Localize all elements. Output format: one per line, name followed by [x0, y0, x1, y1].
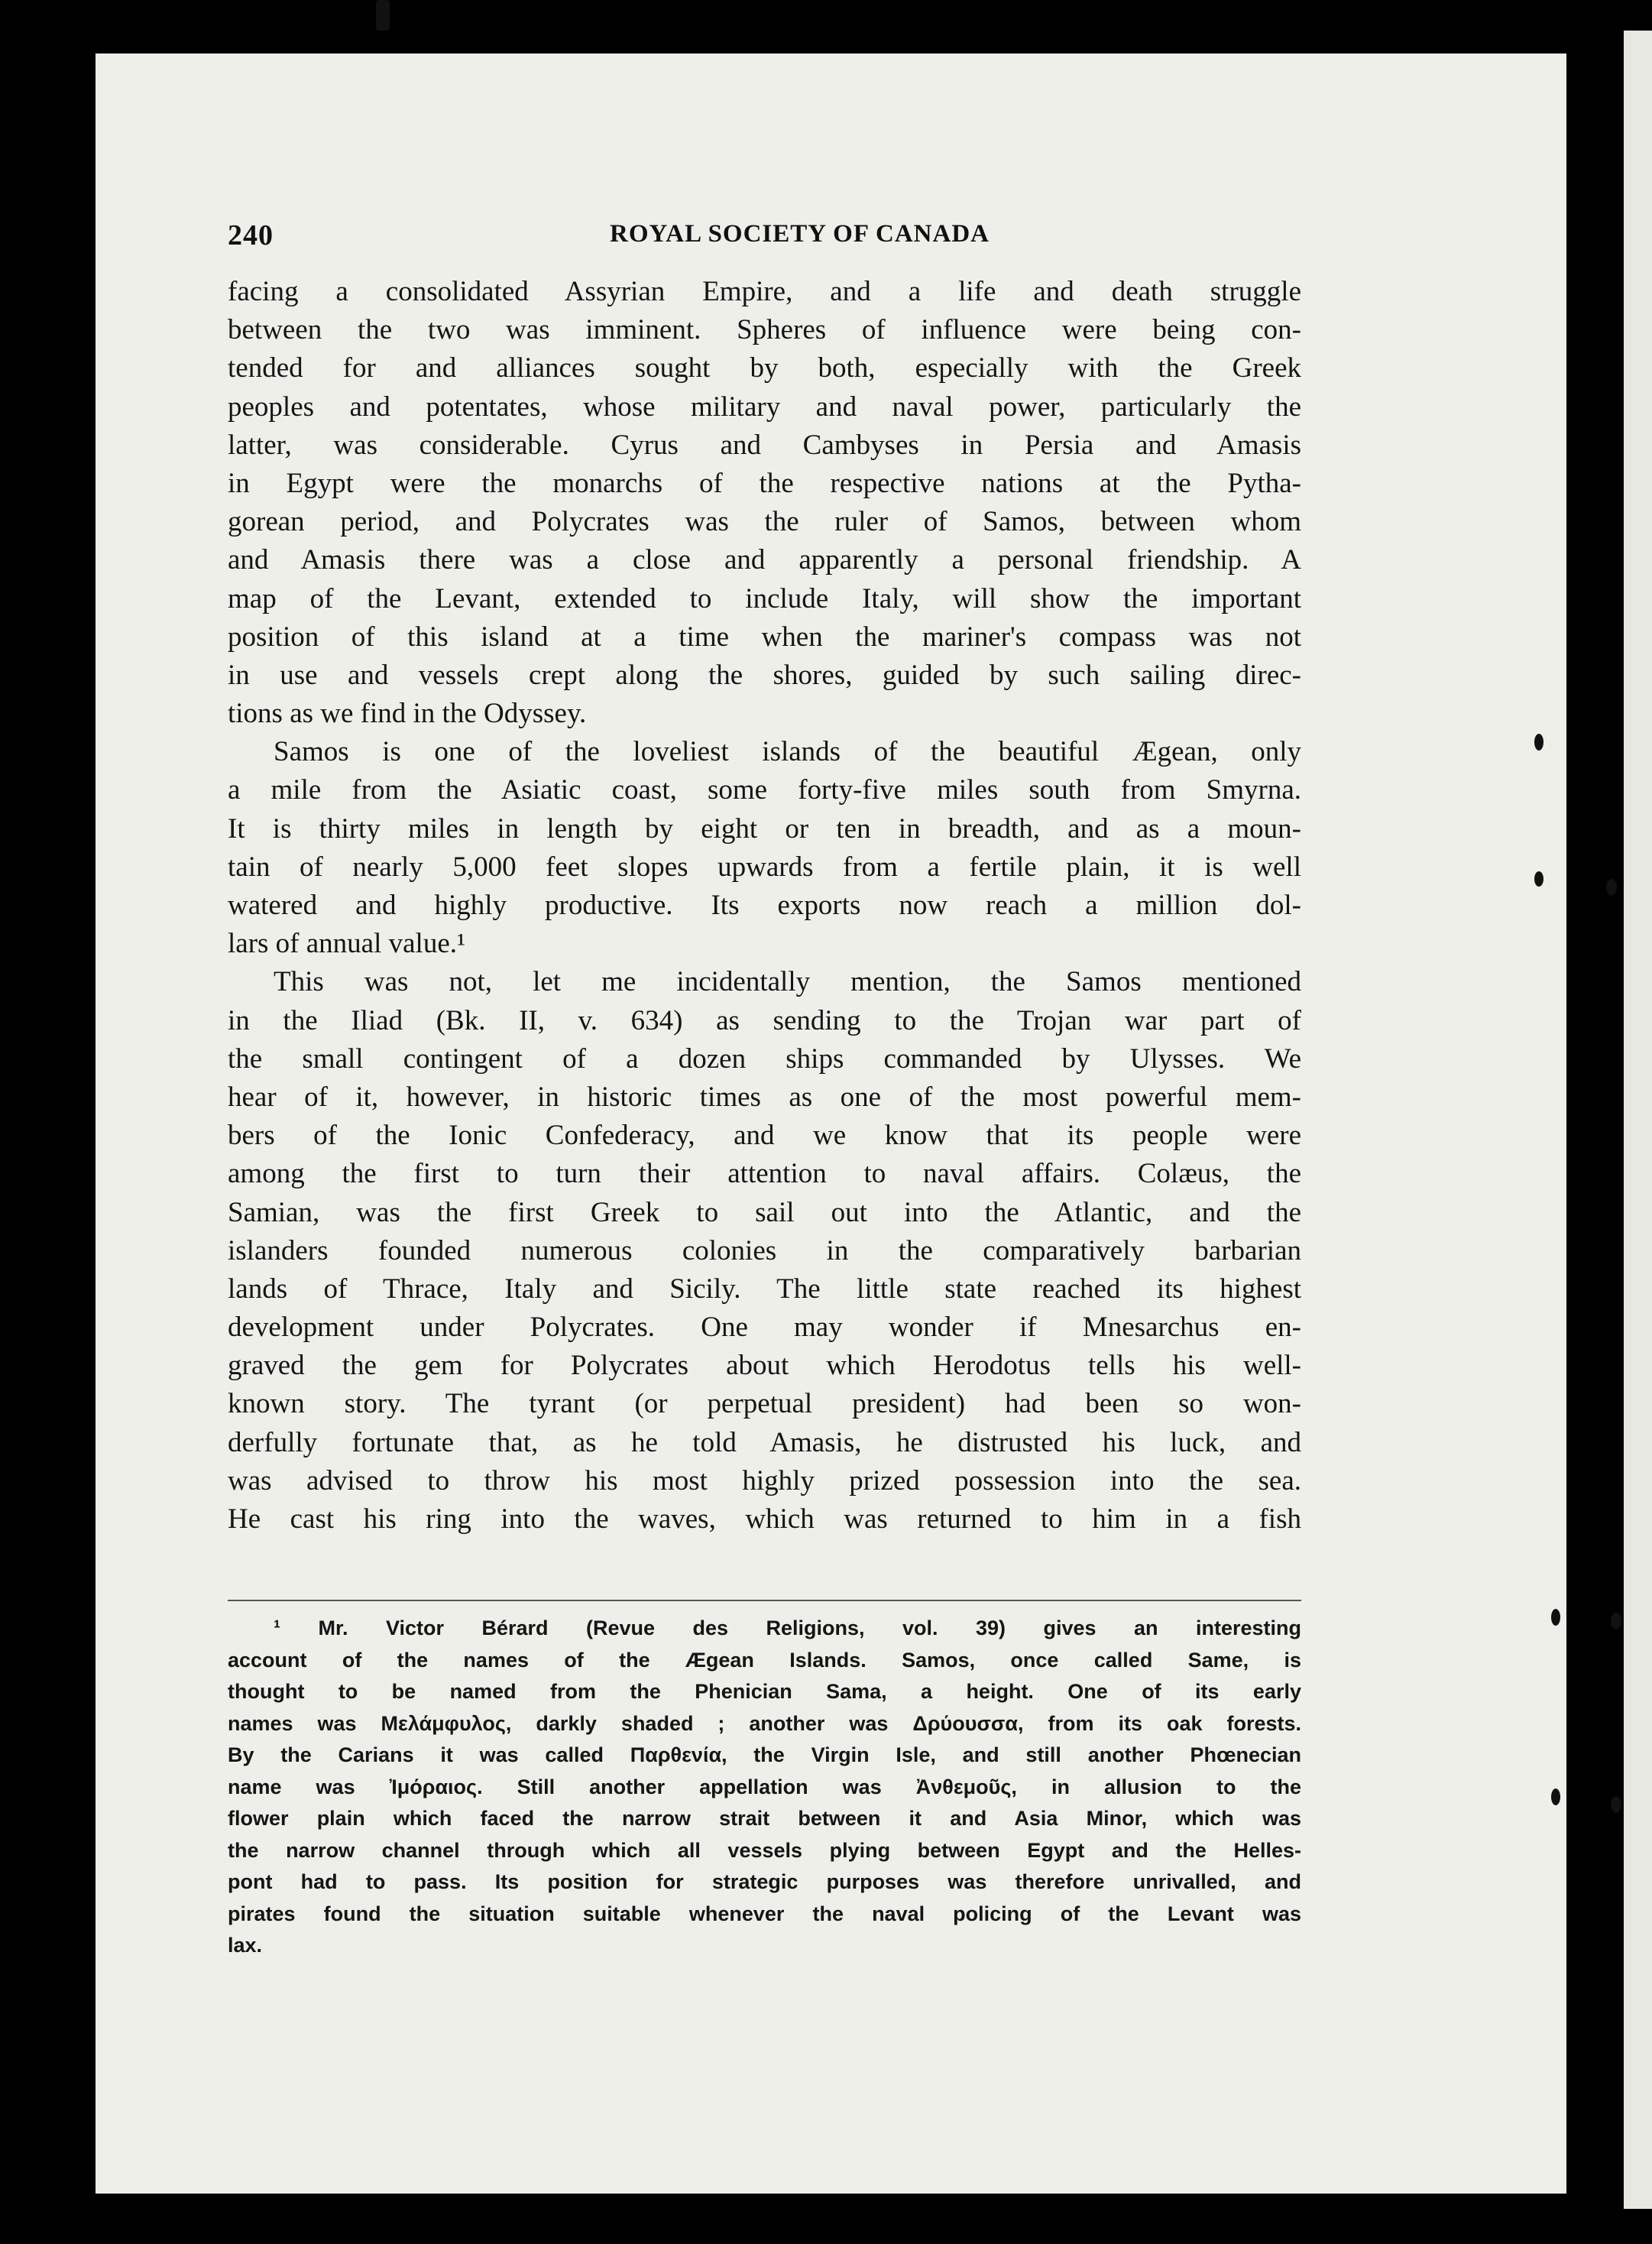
text-line: latter, was considerable. Cyrus and Cambyses in Persia and Amasis: [228, 429, 1301, 461]
text-line: in use and vessels crept along the shores, guided by such sailing direc-: [228, 659, 1301, 691]
text-line: development under Polycrates. One may wonder if Mnesarchus en-: [228, 1312, 1301, 1344]
text-line: Samos is one of the loveliest islands of the beautiful Ægean, only: [274, 736, 1301, 768]
footnote-rule: [228, 1600, 1301, 1601]
text-line: Samian, was the first Greek to sail out into the Atlantic, and the: [228, 1196, 1301, 1228]
running-title: ROYAL SOCIETY OF CANADA: [610, 220, 990, 248]
text-line: and Amasis there was a close and apparently a personal friendship. A: [228, 544, 1301, 576]
text-line: islanders founded numerous colonies in the comparatively barbarian: [228, 1234, 1301, 1266]
text-line: derfully fortunate that, as he told Amasis, he distrusted his luck, and: [228, 1426, 1301, 1458]
scan-speck: [1606, 879, 1617, 896]
text-line: between the two was imminent. Spheres of influence were being con-: [228, 314, 1301, 346]
text-line: the small contingent of a dozen ships commanded by Ulysses. We: [228, 1043, 1301, 1075]
scan-speck: [1551, 1788, 1560, 1805]
text-line: lands of Thrace, Italy and Sicily. The little state reached its highest: [228, 1273, 1301, 1305]
adjacent-page-sliver: [1624, 31, 1652, 2209]
text-line: This was not, let me incidentally mention, the Samos mentioned: [274, 966, 1301, 998]
footnote-line: names was Μελάμφυλος, darkly shaded ; another was Δρύουσσα, from its oak forests.: [228, 1711, 1301, 1735]
text-line: peoples and potentates, whose military and naval power, particularly the: [228, 391, 1301, 423]
text-line: tain of nearly 5,000 feet slopes upwards from a fertile plain, it is well: [228, 851, 1301, 883]
footnote-line: pirates found the situation suitable whenever the naval policing of the Levant was: [228, 1902, 1301, 1925]
scan-speck: [1551, 1609, 1560, 1626]
body-text: [228, 273, 1301, 1539]
text-line: graved the gem for Polycrates about which Herodotus tells his well-: [228, 1350, 1301, 1382]
page-edge-shadow: [1566, 31, 1586, 2244]
text-line: It is thirty miles in length by eight or ten in breadth, and as a moun-: [228, 812, 1301, 845]
text-line: tions as we find in the Odyssey.: [228, 698, 587, 730]
footnote-line: the narrow channel through which all vessels plying between Egypt and the Helles-: [228, 1838, 1301, 1862]
text-line: bers of the Ionic Confederacy, and we know that its people were: [228, 1120, 1301, 1152]
text-line: in the Iliad (Bk. II, v. 634) as sending to the Trojan war part of: [228, 1004, 1301, 1036]
text-line: known story. The tyrant (or perpetual president) had been so won-: [228, 1388, 1301, 1420]
scan-speck: [1611, 1796, 1621, 1813]
text-line: tended for and alliances sought by both, especially with the Greek: [228, 352, 1301, 384]
scan-speck: [376, 0, 390, 31]
text-line: gorean period, and Polycrates was the ruler of Samos, between whom: [228, 506, 1301, 538]
text-line: He cast his ring into the waves, which was returned to him in a fish: [228, 1503, 1301, 1535]
footnote-line: flower plain which faced the narrow strait between it and Asia Minor, which was: [228, 1807, 1301, 1830]
footnote-line: name was Ἰμόραιος. Still another appellation was Ἀνθεμοῦς, in allusion to the: [228, 1775, 1301, 1798]
text-line: lars of annual value.¹: [228, 928, 466, 960]
text-line: map of the Levant, extended to include Italy, will show the important: [228, 582, 1301, 615]
text-line: a mile from the Asiatic coast, some forty-five miles south from Smyrna.: [228, 774, 1301, 806]
text-line: hear of it, however, in historic times as one of the most powerful mem-: [228, 1081, 1301, 1113]
page-number: 240: [228, 219, 274, 251]
footnote-line: thought to be named from the Phenician Sama, a height. One of its early: [228, 1680, 1301, 1703]
text-line: among the first to turn their attention to naval affairs. Colæus, the: [228, 1158, 1301, 1190]
footnote-line: account of the names of the Ægean Islands. Samos, once called Same, is: [228, 1648, 1301, 1672]
footnote-line: pont had to pass. Its position for strategic purposes was therefore unrivalled, and: [228, 1870, 1301, 1893]
footnote-line: ¹ Mr. Victor Bérard (Revue des Religions, vol. 39) gives an interesting: [274, 1617, 1301, 1639]
footnote-line: By the Carians it was called Παρθενία, the Virgin Isle, and still another Phœnecian: [228, 1743, 1301, 1766]
page-header: [228, 219, 1297, 264]
scan-speck: [1611, 1613, 1621, 1629]
text-line: position of this island at a time when the mariner's compass was not: [228, 621, 1301, 653]
scan-speck: [1534, 734, 1543, 751]
scan-speck: [1534, 871, 1543, 887]
footnote: [228, 1613, 1301, 1962]
footnote-line: lax.: [228, 1934, 263, 1957]
text-line: facing a consolidated Assyrian Empire, and a life and death struggle: [228, 276, 1301, 307]
text-line: watered and highly productive. Its exports now reach a million dol-: [228, 890, 1301, 921]
text-line: was advised to throw his most highly prized possession into the sea.: [228, 1464, 1301, 1497]
text-line: in Egypt were the monarchs of the respective nations at the Pytha-: [228, 467, 1301, 499]
